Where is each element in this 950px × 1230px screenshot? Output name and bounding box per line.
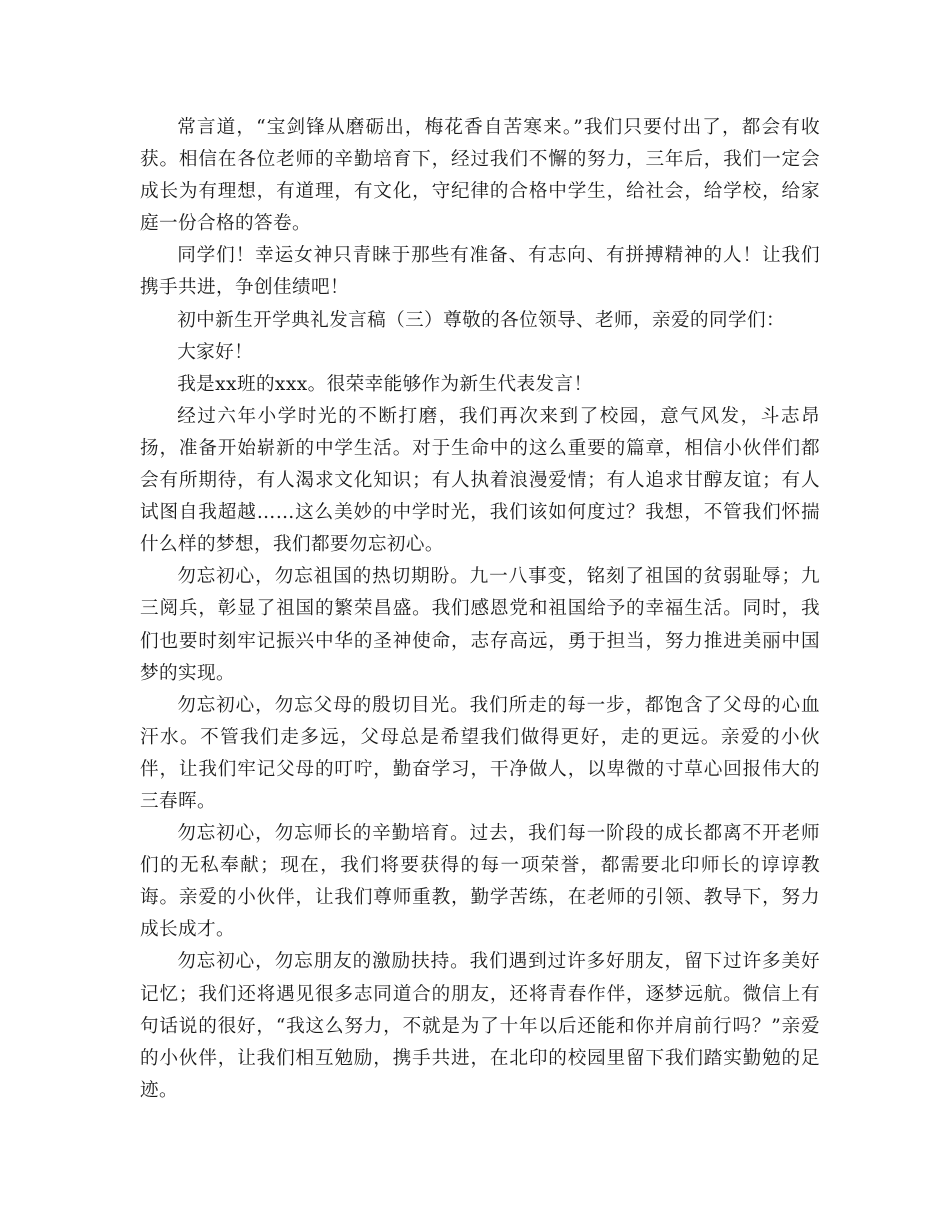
- document-body: [140, 112, 820, 1107]
- paragraph: 同学们！幸运女神只青睐于那些有准备、有志向、有拼搏精神的人！让我们携手共进，争创佳绩吧！: [140, 245, 820, 299]
- section-heading: 初中新生开学典礼发言稿（三）尊敬的各位领导、老师，亲爱的同学们：: [177, 309, 785, 331]
- paragraph: 经过六年小学时光的不断打磨，我们再次来到了校园，意气风发，斗志昂扬，准备开始崭新的中学生活。对于生命中的这么重要的篇章，相信小伙伴们都会有所期待，有人渴求文化知识；有人执着浪漫爱情；有人追求甘醇友谊；有人试图自我超越……这么美妙的中学时光，我们该如何度过？我想，不管我们怀揣什么样的梦想，我们都要勿忘初心。: [140, 405, 820, 556]
- paragraph: 勿忘初心，勿忘师长的辛勤培育。过去，我们每一阶段的成长都离不开老师们的无私奉献；现在，我们将要获得的每一项荣誉，都需要北印师长的谆谆教诲。亲爱的小伙伴，让我们尊师重教，勤学苦练，在老师的引领、教导下，努力成长成才。: [140, 823, 820, 941]
- greeting: 大家好！: [177, 341, 254, 363]
- paragraph: 我是xx班的xxx。很荣幸能够作为新生代表发言！: [177, 373, 593, 395]
- paragraph: 勿忘初心，勿忘祖国的热切期盼。九一八事变，铭刻了祖国的贫弱耻辱；九三阅兵，彰显了祖国的繁荣昌盛。我们感恩党和祖国给予的幸福生活。同时，我们也要时刻牢记振兴中华的圣神使命，志存高远，勇于担当，努力推进美丽中国梦的实现。: [140, 566, 820, 684]
- paragraph: 常言道，“宝剑锋从磨砺出，梅花香自苦寒来。”我们只要付出了，都会有收获。相信在各位老师的辛勤培育下，经过我们不懈的努力，三年后，我们一定会成长为有理想，有道理，有文化，守纪律的合格中学生，给社会，给学校，给家庭一份合格的答卷。: [140, 117, 820, 235]
- paragraph: 勿忘初心，勿忘朋友的激励扶持。我们遇到过许多好朋友，留下过许多美好记忆；我们还将遇见很多志同道合的朋友，还将青春作伴，逐梦远航。微信上有句话说的很好，“我这么努力，不就是为了十年以后还能和你并肩前行吗？”亲爱的小伙伴，让我们相互勉励，携手共进，在北印的校园里留下我们踏实勤勉的足迹。: [140, 951, 820, 1101]
- paragraph: 勿忘初心，勿忘父母的殷切目光。我们所走的每一步，都饱含了父母的心血汗水。不管我们走多远，父母总是希望我们做得更好，走的更远。亲爱的小伙伴，让我们牢记父母的叮咛，勤奋学习，干净做人，以卑微的寸草心回报伟大的三春晖。: [140, 694, 820, 812]
